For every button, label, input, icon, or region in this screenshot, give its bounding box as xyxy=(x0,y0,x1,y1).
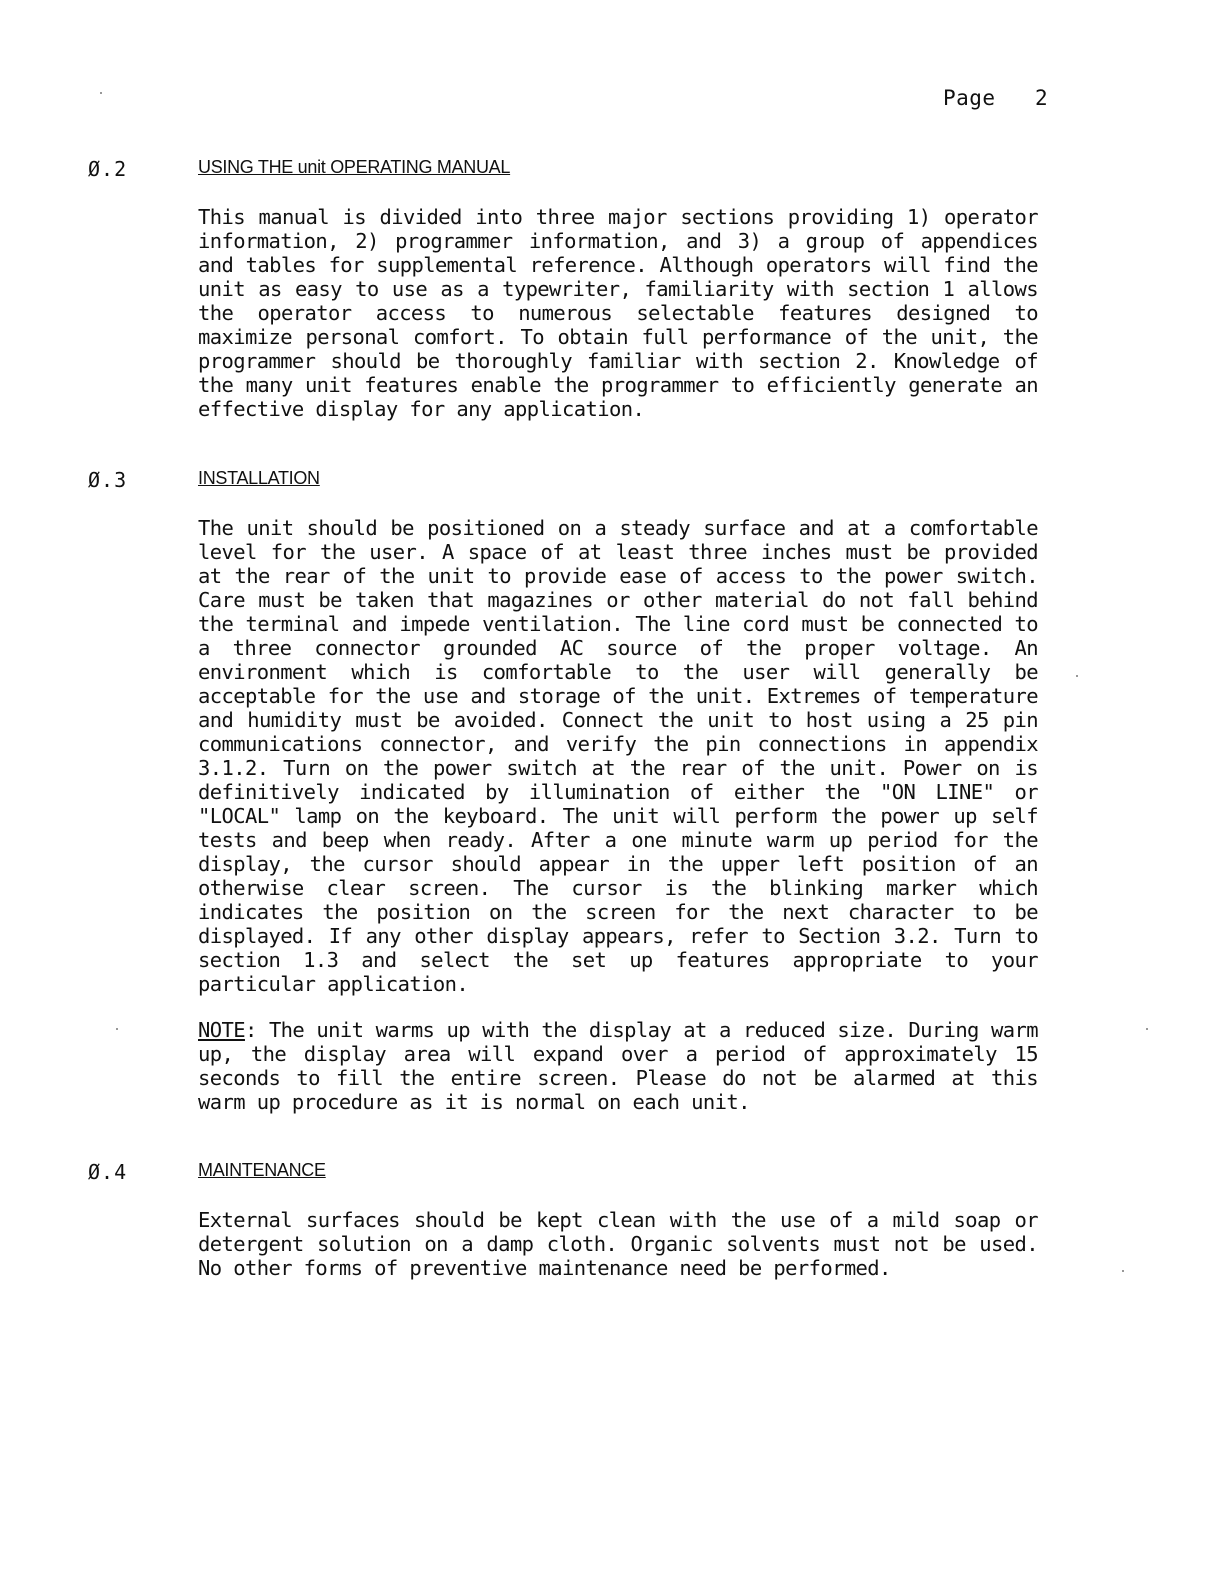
section-number: Ø.3 xyxy=(88,468,128,492)
section-heading xyxy=(88,468,1088,494)
section-paragraph: This manual is divided into three major sections providing 1) operator information, 2) programmer information, and 3) a group of appendices and tables for supplemental reference. Although operators will find the unit as easy to use as a typewriter, familiarity with section 1 allows the operator access to numerous selectable features designed to maximize personal comfort. To obtain full performance of the unit, the programmer should be thoroughly familiar with section 2. Knowledge of the many unit features enable the programmer to efficiently generate an effective display for any application. xyxy=(198,205,1038,421)
section-number: Ø.2 xyxy=(88,157,128,181)
section-title: USING THE unit OPERATING MANUAL xyxy=(198,157,511,177)
section-using-manual xyxy=(88,157,1088,421)
scan-speck xyxy=(100,92,102,94)
note-paragraph xyxy=(198,1018,1038,1114)
scan-speck xyxy=(1146,1028,1148,1030)
section-title: MAINTENANCE xyxy=(198,1160,326,1180)
note-label: NOTE xyxy=(198,1018,245,1042)
scan-speck xyxy=(1122,1270,1124,1272)
section-installation xyxy=(88,468,1088,1114)
page-number-value: 2 xyxy=(1035,86,1049,110)
note-text: : The unit warms up with the display at a reduced size. During warm up, the display area will expand over a period of approximately 15 seconds to fill the entire screen. Please do not be alarmed at this warm up procedure as it is normal on each unit. xyxy=(198,1018,1038,1114)
page-number xyxy=(943,86,1048,110)
section-paragraph: The unit should be positioned on a steady surface and at a comfortable level for the user. A space of at least three inches must be provided at the rear of the unit to provide ease of access to the power switch. Care must be taken that magazines or other material do not fall behind the terminal and impede ventilation. The line cord must be connected to a three connector grounded AC source of the proper voltage. An environment which is comfortable to the user will generally be acceptable for the use and storage of the unit. Extremes of temperature and humidity must be avoided. Connect the unit to host using a 25 pin communications connector, and verify the pin connections in appendix 3.1.2. Turn on the power switch at the rear of the unit. Power on is definitively indicated by illumination of either the "ON LINE" or "LOCAL" lamp on the keyboard. The unit will perform the power up self tests and beep when ready. After a one minute warm up period for the display, the cursor should appear in the upper left position of an otherwise clear screen. The cursor is the blinking marker which indicates the position on the screen for the next character to be displayed. If any other display appears, refer to Section 3.2. Turn to section 1.3 and select the set up features appropriate to your particular application. xyxy=(198,516,1038,996)
section-title: INSTALLATION xyxy=(198,468,320,488)
section-number: Ø.4 xyxy=(88,1160,128,1184)
section-paragraph: External surfaces should be kept clean with the use of a mild soap or detergent solution on a damp cloth. Organic solvents must not be used. No other forms of preventive maintenance need be performed. xyxy=(198,1208,1038,1280)
section-heading xyxy=(88,157,1088,183)
section-heading xyxy=(88,1160,1088,1186)
section-maintenance xyxy=(88,1160,1088,1280)
scan-speck xyxy=(1076,675,1078,677)
scan-speck xyxy=(116,1028,118,1030)
page-label: Page xyxy=(943,86,996,110)
